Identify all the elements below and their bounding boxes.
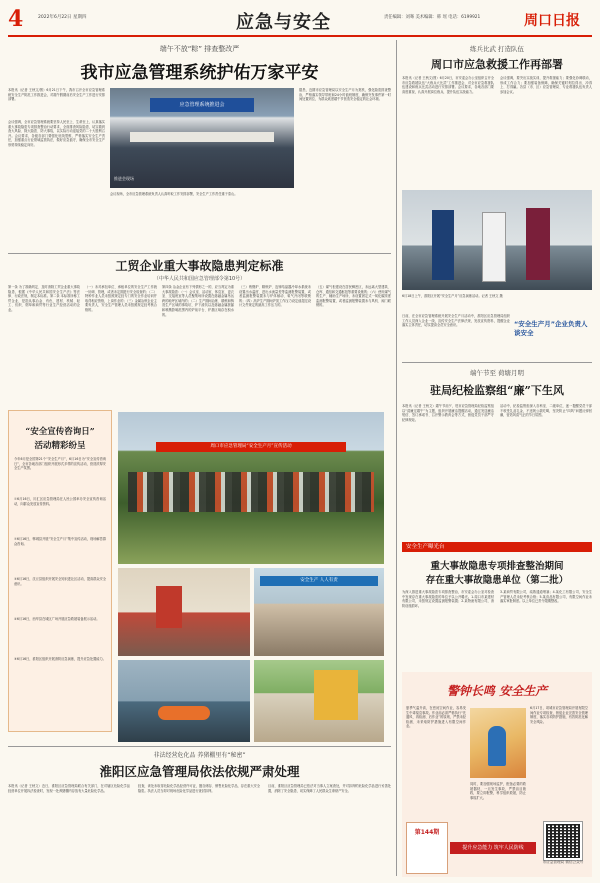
qr-code bbox=[544, 822, 582, 860]
activity-item: ⑤6月16日，淮阳区组织开展消防应急演练，提升应急处置能力。 bbox=[14, 657, 106, 661]
rescue-col-1: 本报讯（记者 王秋文/图）6月20日，市安委会办公室组织召开全市应急救援队伍“大练兵大比武”工作推进会，对全市应急救援队伍建设和练兵比武活动进行安排部署。会议要求，各地各部门要高度重视，认真开展岗位练兵，提升队伍实战能力。 bbox=[402, 76, 494, 94]
activity-box bbox=[8, 410, 112, 732]
standard-col-2: （一）未对承包单位、承租单位的安全生产工作统一协调、管理，或者未定期进行安全检查的；（二）特种作业人员未按照规定经专门的安全作业培训并取得相应资格，上岗作业的；（三）金属冶炼企业主要负责人、安全生产管理人员未按照规定经考核合格的。 bbox=[85, 285, 157, 312]
main-col-right: 据悉，近期市应急管理局以安全生产月为契机，强化隐患排查整治，严格落实领导带班和24小时值班制度，确保突发事件第一时间处置到位，为群众欢度端午节营造安全稳定的社会环境。 bbox=[299, 88, 391, 102]
divider bbox=[402, 362, 592, 363]
activity-title-1: “安全宣传咨询日” bbox=[25, 427, 95, 437]
activity-photo-3 bbox=[254, 568, 384, 656]
bottom-col-3: 目前，淮阳区应急管理局已依法对当事人立案查处，并对扣押的危险化学品进行妥善处置，消除了安全隐患，切实保障了人民群众生命财产安全。 bbox=[268, 784, 391, 793]
standard-col-3: 第四条 冶金企业有下列情形之一的，应当判定为重大事故隐患：（一）会议室、活动室、休息室、更衣室、交接班室等人员聚集场所设置在熔融金属吊运跨的地坪区域内的；（二）生产期间冶炼、精炼和铸造生产区域的事故坑、炉下渣坑以及熔融金属泄漏和喷溅影响范围内的炉前平台、炉基区域存在积水的。 bbox=[162, 285, 234, 317]
issue-badge bbox=[406, 822, 448, 874]
section-title: 应急与安全 bbox=[236, 12, 331, 33]
bottom-title: 淮阳区应急管理局依法依规严肃处理 bbox=[99, 764, 300, 779]
worker-figure bbox=[488, 726, 506, 766]
standard-col-1: 第一条 为了准确判定、及时消除工贸企业重大事故隐患，根据《中华人民共和国安全生产法》等法律、行政法规，制定本标准。第二条 本标准所称工贸企业，是指从事冶金、有色、建材、机械、轻工、纺织、烟草和商贸等行业生产经营活动的企业。 bbox=[8, 285, 80, 312]
activity-photo-5 bbox=[254, 660, 384, 742]
figure-left bbox=[432, 210, 454, 280]
column-divider bbox=[396, 40, 397, 876]
safety-col-1: 为深入推进重大事故隐患专项排查整治，市安委会办公室对检查中发现存在重大事故隐患的单位予以公开曝光。1.周口市某建材有限公司，未按规定设置监测报警装置；2.某物流有限公司，消防设施损坏。 bbox=[402, 590, 494, 608]
slogan-banner: 提升应急能力 筑牢人民防线 bbox=[450, 842, 536, 854]
activity-item: ③6月16日，沈丘县组织开展安全知识进社区活动，提高群众安全意识。 bbox=[14, 577, 106, 586]
display-panel bbox=[314, 670, 358, 720]
main-photo-caption: 会议现场，全市应急管理系统负责人认真听取工作安排部署，安全生产工作责任重于泰山。 bbox=[110, 192, 238, 196]
safety-title-1: 重大事故隐患专项排查整治期间 bbox=[430, 561, 564, 572]
main-col-left: 会议强调，全市应急管理系统要坚持人民至上、生命至上，认真落实重大事故隐患专项排查整治行动要求，全面排查风险隐患，切实做到查大风险、除大隐患、防大事故，以实际行动迎接党的二十大胜利召开。会议要求，各级各部门要强化底线思维，严格落实安全生产责任，加强重点行业领域监管执法，做好应急值守，确保全市安全生产形势持续稳定向好。 bbox=[8, 120, 105, 147]
rescue-col-2: 会议强调，要突出实战实训，提升救援能力；要强化协调联动，形成工作合力；要加强装备保障，确保关键时刻拉得出、冲得上、打得赢。各县（市、区）应急管理局、专业救援队伍负责人参加会议。 bbox=[500, 76, 592, 94]
promo-box bbox=[402, 312, 592, 362]
crowd-silhouette bbox=[128, 472, 374, 512]
figure-right bbox=[526, 208, 550, 280]
clean-col-1: 本报讯（记者 王秋文）端午节前夕，驻市应急管理局纪检监察组以“清廉过端午”为主题，组织开展廉洁提醒活动，通过发送廉洁短信、签订承诺书、召开警示教育会等方式，督促党员干部严守纪律规矩。 bbox=[402, 404, 494, 422]
activity-item: ①6月16日，川汇区应急管理局在人民公园举办安全宣传咨询活动，向群众发放宣传资料。 bbox=[14, 497, 106, 506]
clean-col-2: 活动中，纪检监察组深入各科室、二级单位，逐一提醒党员干部不收受礼品礼金，不违规公款吃喝，坚决防止“四风”问题反弹回潮，营造风清气正的节日氛围。 bbox=[500, 404, 592, 418]
divider bbox=[8, 746, 391, 747]
weekly-illustration bbox=[470, 708, 526, 778]
standard-subtitle: （中华人民共和国应急管理部令第10号） bbox=[153, 276, 246, 282]
editor-line: 责任编辑：刘骞 美术编辑：韩 瑶 电话：6199921 bbox=[384, 15, 481, 20]
activity-photo-2 bbox=[118, 568, 250, 656]
page-number: 4 bbox=[8, 6, 24, 32]
clean-kicker: 端午节至 荷塘月明 bbox=[469, 369, 525, 377]
event-banner: 周口市应急管理局“安全生产月”宣传活动 bbox=[156, 442, 346, 452]
clean-title: 驻局纪检监察组“廉”下生风 bbox=[430, 384, 564, 397]
conference-photo bbox=[110, 88, 294, 188]
weekly-col-3: 6月17日，项城市应急管理局开展有限空间作业专项检查，督促企业完善安全管理制度，落实各项防护措施，有效防范化解安全风险。 bbox=[530, 706, 588, 724]
photo-banner: 应急管理系统推进会 bbox=[150, 98, 254, 112]
promo-label: “安全生产月”企业负责人谈安全 bbox=[514, 320, 588, 337]
header-rule bbox=[8, 35, 592, 37]
rescue-photo-caption: 6月18日上午，淮阳区开展“安全生产月”应急演练活动。记者 王秋文 摄 bbox=[402, 294, 503, 298]
weekly-col-1: 夏季气温升高，在密闭空间作业，容易发生中毒窒息事故。作业前必须严格执行“先通风、再检测、后作业”的原则，严禁未经检测、未采取防护措施进入有限空间作业。 bbox=[406, 706, 466, 729]
safety-section bbox=[402, 540, 592, 670]
bottom-col-1: 本报讯（记者 王秋文）近日，淮阳区应急管理局联合有关部门，在对辖区危险化学品经营单位开展执法检查时，发现一处养猪棚内存放有大量危险化学品。 bbox=[8, 784, 130, 793]
rescue-photo bbox=[402, 190, 592, 290]
masthead: 周口日报 bbox=[524, 13, 580, 29]
safety-col-2: 3.某商贸有限公司，疏散通道堵塞；4.某化工有限公司，安全生产管理人员未经考核合格；5.某食品有限公司，有限空间作业未落实审批制度。以上单位已责令限期整改。 bbox=[500, 590, 592, 604]
promo-text: 日前，在全市应急管理系统开展安全生产月活动中，淮阳区应急管理局组织工作人员深入企业一线，宣传安全生产法律法规，发放宣传资料，提醒企业落实主体责任，切实提高全员安全意识。 bbox=[402, 314, 510, 328]
rescue-kicker: 练兵比武 打造队伍 bbox=[469, 45, 525, 53]
qr-caption: 市应急管理局 微信公众号 bbox=[542, 860, 584, 864]
activity-photo-1 bbox=[118, 412, 384, 564]
weekly-col-2: 同时，要加强现场监护，配备必要的救援器材，一旦发生事故，严禁盲目施救，要立即报警，科学组织救援，防止事故扩大。 bbox=[470, 782, 526, 800]
page-header bbox=[0, 0, 600, 38]
activity-item: ④6月16日，西华县在城区广场开展应急救援装备展示活动。 bbox=[14, 617, 100, 621]
weekly-box bbox=[402, 672, 592, 877]
figure-center bbox=[482, 212, 506, 282]
rescue-article bbox=[402, 40, 592, 310]
standard-title: 工贸企业重大事故隐患判定标准 bbox=[115, 259, 284, 273]
exhibit-board bbox=[156, 586, 182, 628]
clean-article bbox=[402, 364, 592, 534]
weekly-title: 警钟长鸣 安全生产 bbox=[446, 684, 548, 698]
activity-intro: 今年6月是全国第21个“安全生产月”，6月16日为“安全宣传咨询日”，全市各地各部门组织开展形式多样的宣传活动，营造浓厚安全生产氛围。 bbox=[14, 457, 106, 471]
photo3-banner: 安全生产 人人有责 bbox=[260, 576, 378, 586]
bottom-kicker: 非法经营危化品 养猪棚里有“秘密” bbox=[153, 752, 246, 759]
divider bbox=[8, 253, 391, 254]
standard-col-5: （五）煤气柜建设在居民稠密区，未远离大型建筑、仓库、通信和交通枢纽等重要设施的；（六）使用煤气的生产、辅助生产场所，未设置固定式一氧化碳浓度监测报警装置，或者监测报警装置未与风机、阀门联锁的。 bbox=[316, 285, 391, 308]
main-kicker: 端午不放“粽” 排查整改严 bbox=[159, 45, 240, 53]
issue-number: 第144期 bbox=[414, 829, 440, 836]
standard-article bbox=[8, 255, 391, 405]
bottom-col-2: 经查，该处未取得危险化学品经营许可证，擅自储存、销售危险化学品，存在重大安全隐患。执法人员当即对现场危险化学品进行查封扣押。 bbox=[138, 784, 260, 793]
photo-caption-tag: 推进会现场 bbox=[114, 176, 134, 181]
standard-col-4: （三）炼钢炉、精炼炉、连铸结晶器冷却水系统未设置出水温度、进出水流量差等监测报警装置，或者监测报警装置未与炉体倾动、氧气开闭等联锁的；（四）高炉生产期间炉顶工作压力设定值超过设计文件规定的最高工作压力的。 bbox=[239, 285, 311, 308]
main-title: 我市应急管理系统护佑万家平安 bbox=[80, 63, 319, 83]
main-article bbox=[8, 40, 391, 252]
rescue-boat bbox=[158, 706, 210, 720]
main-byline: 本报讯（记者 王秋文/图）6月21日下午，我市召开全市应急管理系统安全生产防范工作推进会，对端午假期前后安全生产工作进行安排部署。 bbox=[8, 88, 105, 102]
safety-label: 安全生产曝光台 bbox=[402, 542, 592, 552]
bottom-article bbox=[8, 748, 391, 878]
rescue-title: 周口市应急救援工作再部署 bbox=[431, 58, 563, 71]
date-line: 2022年6月22日 星期四 bbox=[38, 15, 87, 20]
activity-photo-4 bbox=[118, 660, 250, 742]
safety-title-2: 存在重大事故隐患单位（第二批） bbox=[425, 575, 569, 586]
activity-title-2: 活动精彩纷呈 bbox=[34, 441, 86, 451]
activity-item: ②6月16日，郸城县开展“安全生产月”集中宣传活动，现场解答群众咨询。 bbox=[14, 537, 106, 546]
photo-podium bbox=[130, 132, 274, 142]
